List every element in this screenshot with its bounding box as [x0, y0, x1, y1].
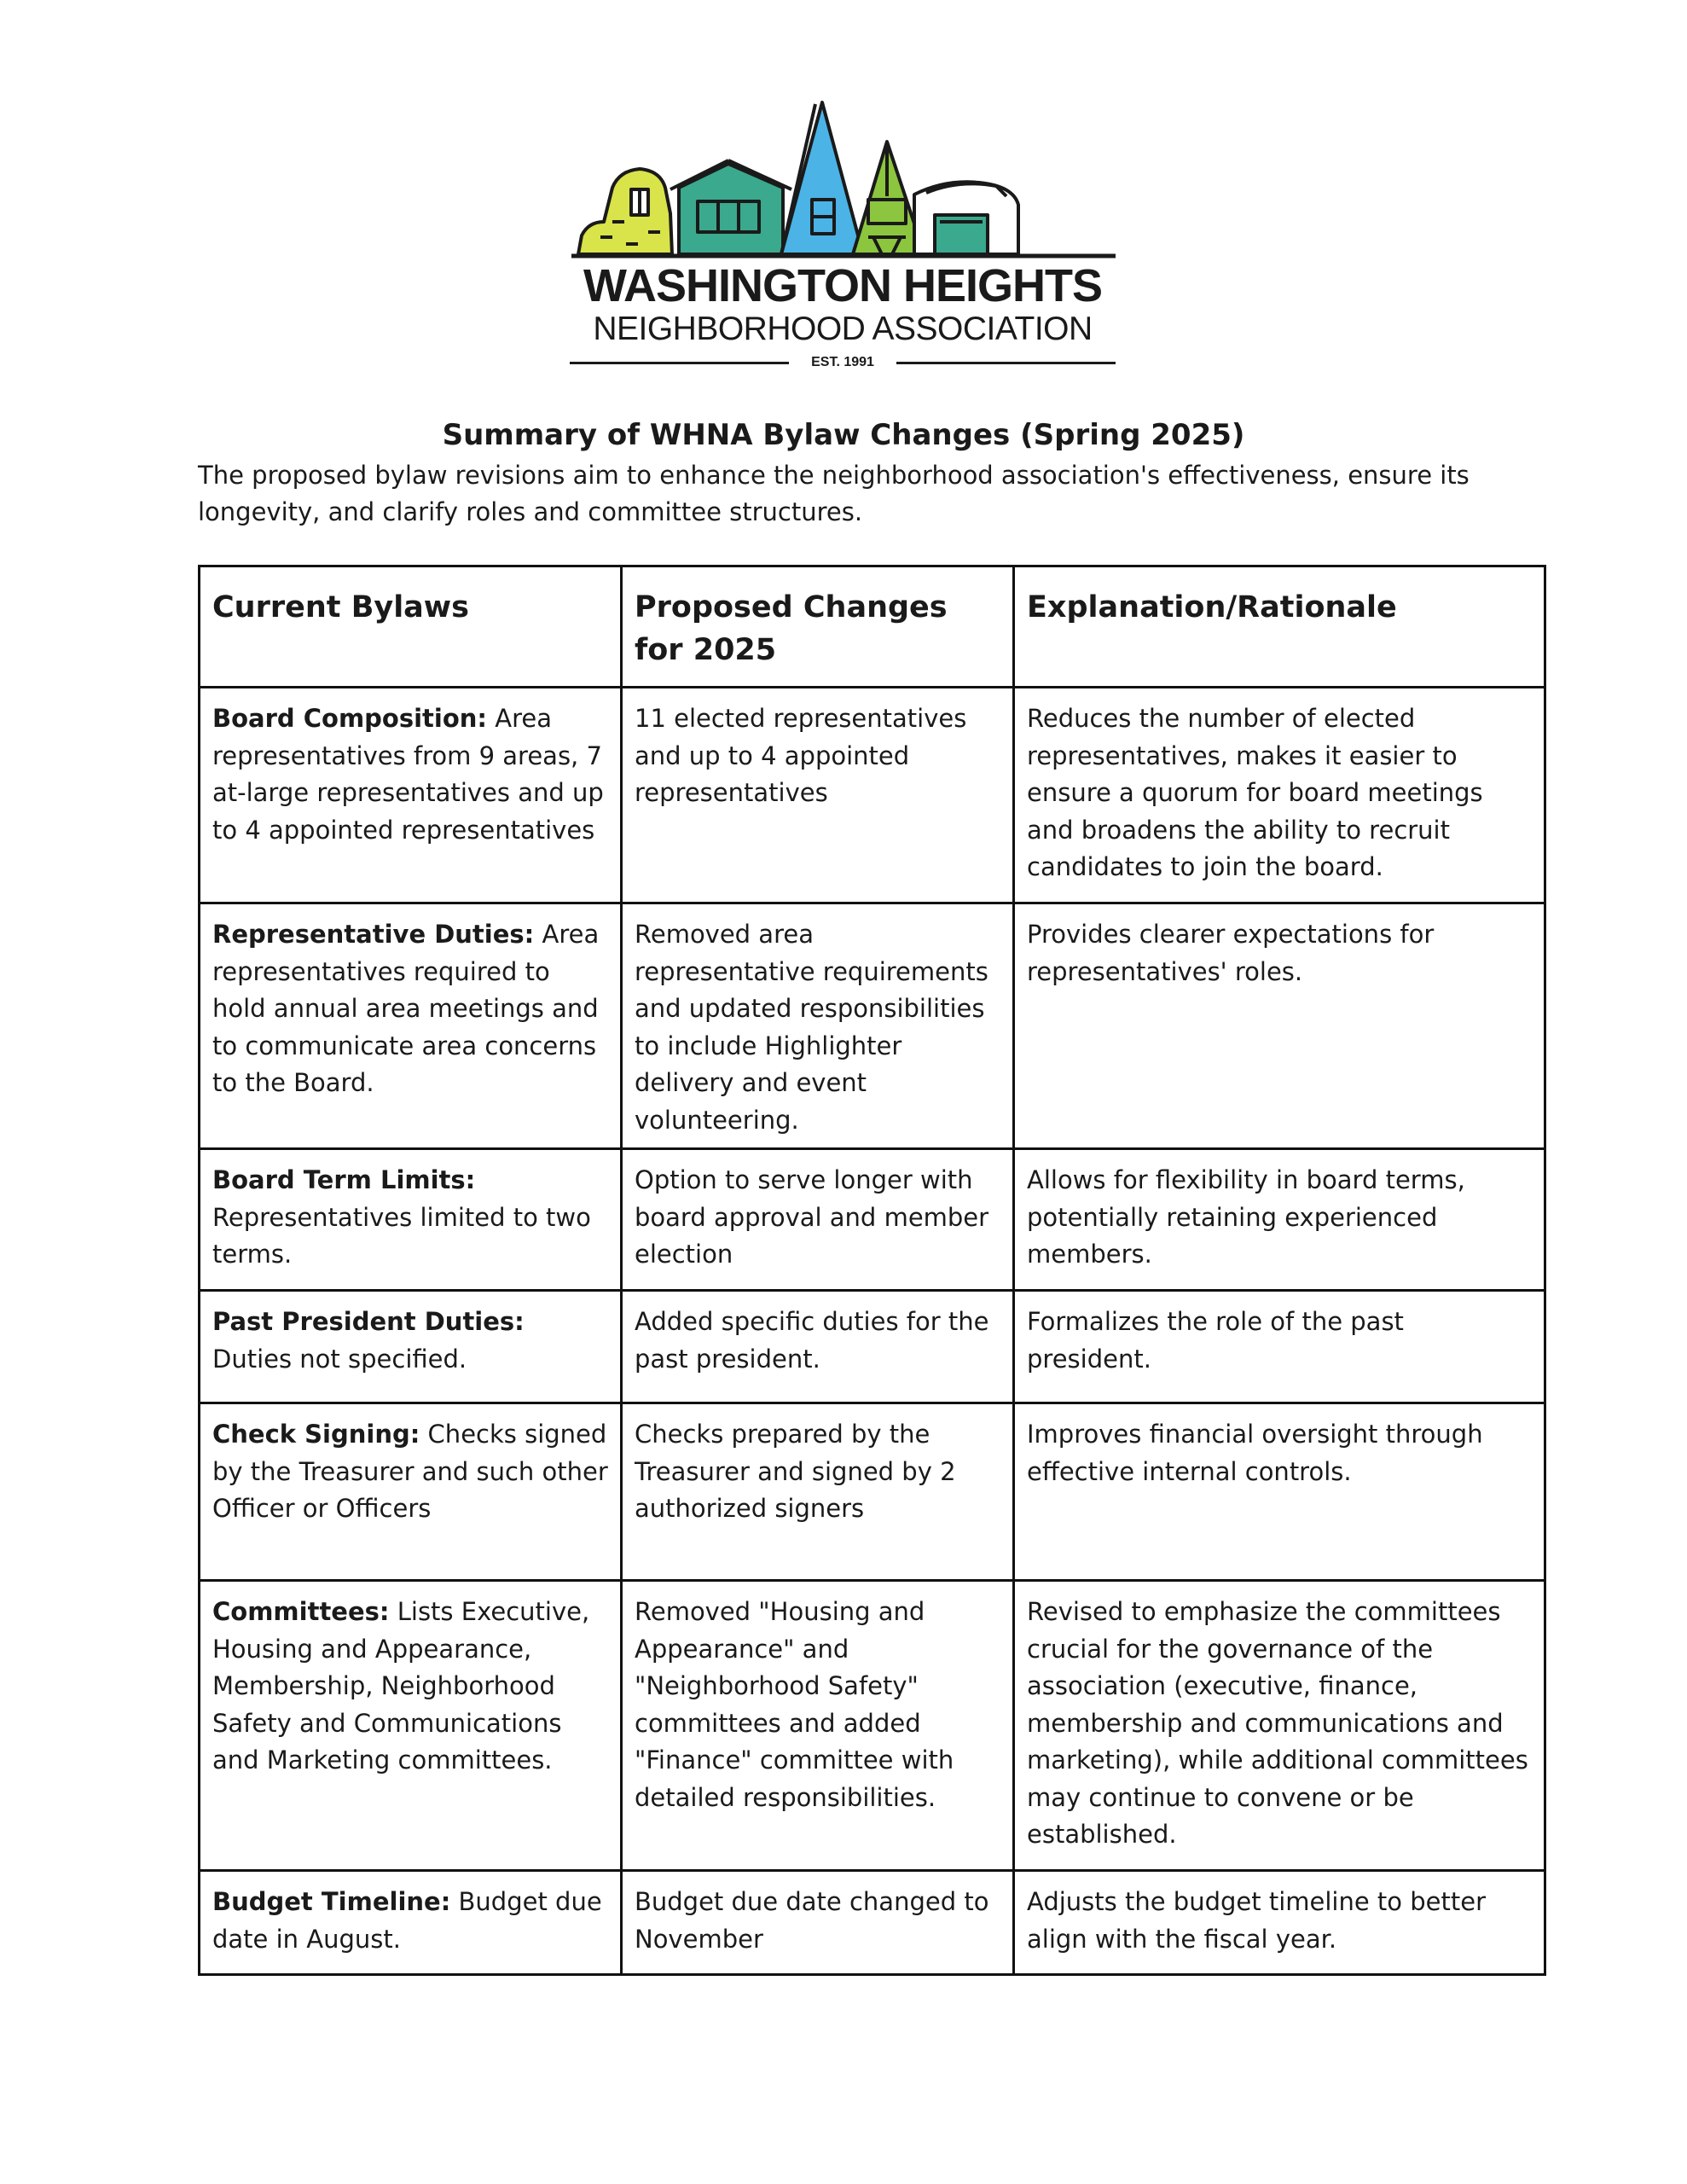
row-topic: Budget Timeline:: [212, 1887, 451, 1916]
row-topic: Committees:: [212, 1597, 390, 1626]
current-bylaw-cell: [200, 1581, 622, 1871]
logo-established-line: [570, 351, 1116, 374]
header-proposed-changes: Proposed Changes for 2025: [622, 566, 1014, 688]
current-bylaw-cell: [200, 1149, 622, 1291]
current-bylaw-text: Lists Executive, Housing and Appearance, Membership, Neighborhood Safety and Communications and Marketing committees.: [212, 1597, 590, 1774]
header-current-bylaws: Current Bylaws: [200, 566, 622, 688]
row-topic: Representative Duties:: [212, 920, 535, 949]
header-explanation: Explanation/Rationale: [1014, 566, 1545, 688]
proposed-change-cell: 11 elected representatives and up to 4 appointed representatives: [622, 688, 1014, 903]
proposed-change-cell: Removed area representative requirements and updated responsibilities to include Highlighter delivery and event volunteering.: [622, 903, 1014, 1149]
rationale-cell: Improves financial oversight through effective internal controls.: [1014, 1403, 1545, 1581]
table-row: [200, 1149, 1545, 1291]
current-bylaw-cell: [200, 903, 622, 1149]
current-bylaw-text: Representatives limited to two terms.: [212, 1202, 591, 1269]
row-topic: Board Composition:: [212, 704, 488, 733]
current-bylaw-text: Area representatives required to hold annual area meetings and to communicate area concerns to the Board.: [212, 920, 600, 1097]
logo-wordmark-line-2: NEIGHBORHOOD ASSOCIATION: [593, 311, 1093, 347]
rationale-cell: Revised to emphasize the committees crucial for the governance of the association (executive, finance, membership and communications and marketing), while additional committees may continue to convene or be established.: [1014, 1581, 1545, 1871]
logo-rule-left: [570, 362, 789, 364]
yellow-house-shape: [578, 169, 672, 254]
rationale-cell: Adjusts the budget timeline to better align with the fiscal year.: [1014, 1871, 1545, 1975]
document-title: Summary of WHNA Bylaw Changes (Spring 2025): [442, 418, 1245, 452]
table-row: [200, 1581, 1545, 1871]
logo-rule-right: [896, 362, 1116, 364]
current-bylaw-text: Duties not specified.: [212, 1344, 467, 1374]
current-bylaw-cell: [200, 1403, 622, 1581]
rationale-cell: Allows for flexibility in board terms, potentially retaining experienced members.: [1014, 1149, 1545, 1291]
proposed-change-cell: Added specific duties for the past president.: [622, 1291, 1014, 1403]
document-intro: The proposed bylaw revisions aim to enhance the neighborhood association's effectiveness, ensure its longevity, and clarify roles and committee structures.: [198, 461, 1470, 526]
proposed-change-cell: Checks prepared by the Treasurer and signed by 2 authorized signers: [622, 1403, 1014, 1581]
proposed-change-cell: Budget due date changed to November: [622, 1871, 1014, 1975]
current-bylaw-text: Checks signed by the Treasurer and such other Officer or Officers: [212, 1420, 608, 1523]
table-row: [200, 903, 1545, 1149]
current-bylaw-cell: [200, 688, 622, 903]
proposed-change-cell: Option to serve longer with board approval and member election: [622, 1149, 1014, 1291]
row-topic: Board Term Limits:: [212, 1165, 476, 1194]
current-bylaw-cell: [200, 1291, 622, 1403]
proposed-change-cell: Removed "Housing and Appearance" and "Neighborhood Safety" committees and added "Finance" committee with detailed responsibilities.: [622, 1581, 1014, 1871]
rationale-cell: Reduces the number of elected representatives, makes it easier to ensure a quorum for board meetings and broadens the ability to recruit candidates to join the board.: [1014, 688, 1545, 903]
row-topic: Past President Duties:: [212, 1307, 525, 1336]
table-row: [200, 1403, 1545, 1581]
bylaw-changes-table: [198, 565, 1546, 1976]
current-bylaw-cell: [200, 1871, 622, 1975]
logo-established-text: EST. 1991: [811, 355, 874, 369]
rationale-cell: Provides clearer expectations for representatives' roles.: [1014, 903, 1545, 1149]
row-topic: Check Signing:: [212, 1420, 420, 1449]
current-bylaw-text: Area representatives from 9 areas, 7 at-large representatives and up to 4 appointed representatives: [212, 704, 604, 845]
table-row: [200, 688, 1545, 903]
rationale-cell: Formalizes the role of the past president.: [1014, 1291, 1545, 1403]
logo-wordmark-line-1: WASHINGTON HEIGHTS: [583, 260, 1103, 311]
table-row: [200, 1291, 1545, 1403]
current-bylaw-text: Budget due date in August.: [212, 1887, 602, 1954]
table-row: [200, 1871, 1545, 1975]
table-header-row: [200, 566, 1545, 688]
